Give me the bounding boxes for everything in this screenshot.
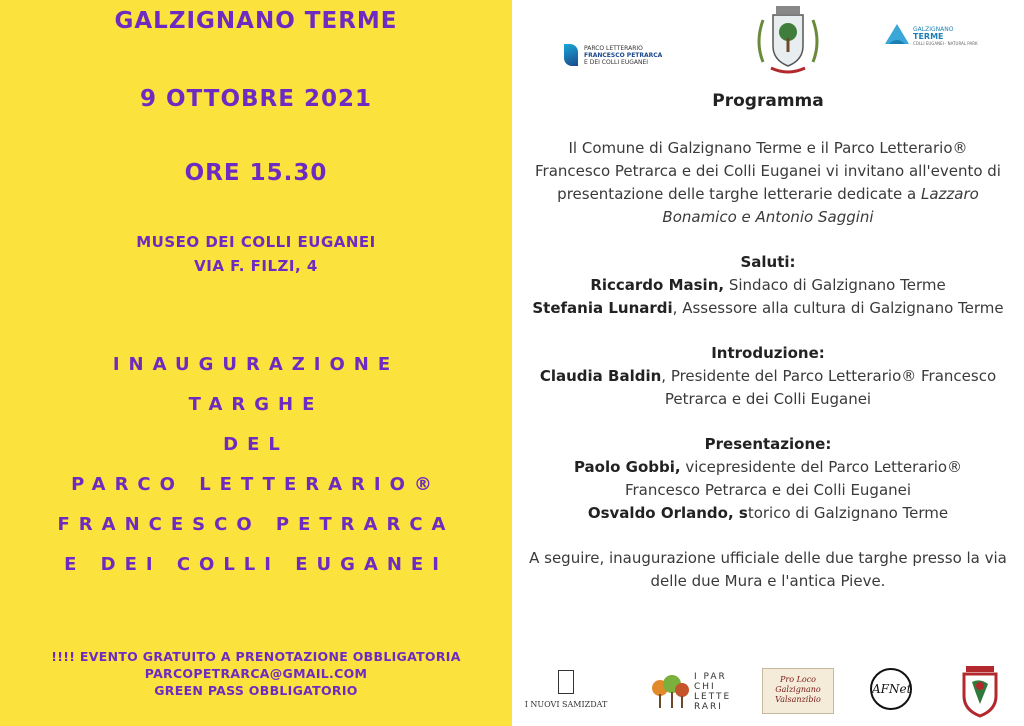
inaug-line: DEL (223, 434, 289, 455)
event-time: ORE 15.30 (184, 160, 328, 186)
inaug-line: PARCO LETTERARIO® (71, 474, 441, 495)
speaker-line (512, 502, 1024, 525)
bottom-logos (512, 664, 1024, 726)
water-drop-icon (883, 22, 911, 50)
parco-logo-text: FRANCESCO PETRARCA (584, 51, 663, 59)
speaker-line (512, 456, 1024, 502)
speaker-role: torico di Galzignano Terme (747, 504, 949, 522)
parco-logo-text: PARCO LETTERARIO (584, 44, 643, 52)
proloco-text: Valsanzibio (775, 695, 821, 704)
speaker-name: Stefania Lunardi (532, 299, 673, 317)
venue-name: MUSEO DEI COLLI EUGANEI (136, 233, 376, 251)
inaug-line: TARGHE (188, 394, 324, 415)
afnet-logo: AFNet (870, 668, 912, 710)
contact-email[interactable]: PARCOPETRARCA@GMAIL.COM (144, 666, 368, 681)
right-panel (512, 0, 1024, 726)
municipal-crest-icon (749, 2, 827, 80)
introduzione-heading: Introduzione: (711, 344, 825, 362)
speaker-name: Riccardo Masin, (590, 276, 725, 294)
green-pass-notice: GREEN PASS OBBLIGATORIO (154, 683, 358, 698)
galzignano-terme-logo (883, 22, 978, 50)
speaker-name: Claudia Baldin (539, 367, 662, 385)
parchi-text: I PAR (694, 672, 727, 682)
book-icon (558, 670, 574, 694)
program-intro (512, 137, 1024, 229)
pro-loco-logo (762, 668, 834, 714)
town-title: GALZIGNANO TERME (114, 8, 398, 34)
speaker-role: , Assessore alla cultura di Galzignano Terme (672, 299, 1004, 317)
inaug-line: FRANCESCO PETRARCA (57, 514, 455, 535)
parco-letterario-logo (564, 44, 662, 66)
speaker-line (512, 274, 1024, 297)
samizdat-text: I NUOVI SAMIZDAT (524, 700, 608, 709)
speaker-line (512, 297, 1024, 320)
proloco-text: Pro Loco (780, 675, 816, 684)
parchi-letterari-logo (650, 672, 731, 712)
venue-address: VIA F. FILZI, 4 (194, 257, 318, 275)
galz-logo-text: TERME (913, 31, 944, 41)
speaker-role: Sindaco di Galzignano Terme (724, 276, 946, 294)
footer-notes (0, 648, 512, 699)
parchi-text: CHI (694, 682, 716, 692)
program-title: Programma (712, 91, 824, 111)
intro-text: Il Comune di Galzignano Terme e il Parco Letterario® Francesco Petrarca e dei Colli Euganei vi invitano all'evento di presentazione delle targhe letterarie dedicate a (535, 139, 1001, 203)
galz-logo-text: GALZIGNANO (913, 25, 954, 33)
proloco-text: Galzignano (775, 685, 821, 694)
parchi-text: LETTE (694, 692, 732, 702)
speaker-name: Paolo Gobbi, (573, 458, 681, 476)
trees-icon (650, 674, 690, 710)
parco-logo-text: E DEI COLLI EUGANEI (584, 58, 649, 66)
event-date: 9 OTTOBRE 2021 (140, 86, 372, 112)
saluti-heading: Saluti: (740, 253, 796, 271)
quill-icon (564, 44, 578, 66)
program-section (512, 90, 1024, 593)
venue-block (0, 230, 512, 278)
parchi-text: RARI (694, 702, 723, 712)
speaker-name: Osvaldo Orlando, s (587, 504, 748, 522)
galz-logo-text: COLLI EUGANEI · NATURAL PARK (913, 40, 978, 46)
inauguration-block (0, 345, 512, 585)
speaker-role: , Presidente del Parco Letterario® Francesco Petrarca e dei Colli Euganei (661, 367, 997, 408)
speaker-line (512, 365, 1024, 411)
booking-notice: !!!! EVENTO GRATUITO A PRENOTAZIONE OBBLIGATORIA (51, 649, 461, 664)
inaug-line: INAUGURAZIONE (112, 354, 400, 375)
top-logos (512, 0, 1024, 86)
speaker-role: vicepresidente del Parco Letterario® Francesco Petrarca e dei Colli Euganei (624, 458, 963, 499)
closing-text: A seguire, inaugurazione ufficiale delle due targhe presso la via delle due Mura e l'antica Pieve. (529, 549, 1007, 590)
honoree-names: Lazzaro Bonamico e Antonio Saggini (662, 185, 979, 226)
inaug-line: E DEI COLLI EUGANEI (64, 554, 448, 575)
shield-crest-icon (960, 664, 1000, 718)
presentazione-heading: Presentazione: (704, 435, 832, 453)
nuovi-samizdat-logo (524, 670, 608, 709)
